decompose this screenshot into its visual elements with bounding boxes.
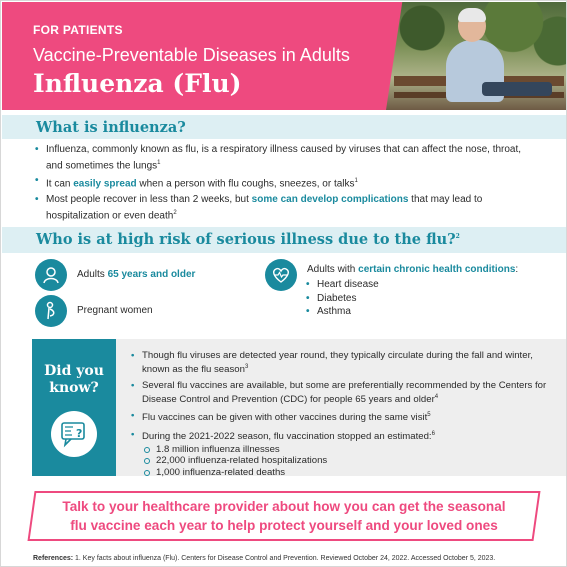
list-item: • Flu vaccines can be given with other vaccines during the same visit$^5$ (131, 410, 551, 424)
section-heading-bar (2, 227, 567, 253)
did-you-know-box (32, 339, 116, 476)
list-item: • During the 2021-2022 season, flu vaccination stopped an estimated:$^6$ 1.8 million influenza illnesses 22,000 influenza-related hospitalizations 1,000 influenza-related deaths (131, 429, 551, 478)
list-item: • Though flu viruses are detected year round, they typically circulate during the fall and winter, known as the flu season$^3$ (131, 350, 551, 375)
page-title: Influenza (Flu) (33, 69, 242, 98)
list-item: 22,000 influenza-related hospitalizations (142, 455, 551, 467)
what-is-list (35, 144, 535, 225)
section-heading-bar (2, 115, 567, 139)
list-item: • Heart disease (306, 278, 379, 292)
older-adult-icon (35, 259, 67, 291)
pregnant-women-label: Pregnant women (77, 305, 153, 316)
high-risk-heading: Who is at high risk of serious illness due to the flu?$^2$ (36, 231, 460, 248)
list-item: 1.8 million influenza illnesses (142, 444, 551, 456)
header-subtitle: Vaccine-Preventable Diseases in Adults (33, 45, 350, 65)
heart-pulse-icon (265, 259, 297, 291)
did-you-know-list (131, 350, 551, 483)
call-to-action-text: Talk to your healthcare provider about how you can get the seasonal flu vaccine each year to help protect yourself and your loved ones (62, 499, 506, 533)
list-item: • It can easily spread when a person with flu coughs, sneezes, or talks$^1$ (35, 175, 535, 191)
eyebrow-label: FOR PATIENTS (33, 23, 123, 37)
chronic-conditions-label: Adults with certain chronic health conditions: (307, 264, 519, 275)
list-item: 1,000 influenza-related deaths (142, 467, 551, 479)
pregnant-woman-icon (35, 295, 67, 327)
list-item: • Most people recover in less than 2 weeks, but some can develop complications that may lead to hospitalization or even death$^2$ (35, 194, 535, 222)
list-item: • Influenza, commonly known as flu, is a respiratory illness caused by viruses that can affect the nose, throat, and sometimes the lungs$^1$ (35, 144, 535, 172)
chronic-conditions-list (306, 278, 379, 319)
list-item: • Asthma (306, 305, 379, 319)
svg-text:?: ? (76, 427, 83, 440)
question-chat-icon (51, 411, 97, 457)
what-is-heading: What is influenza? (36, 119, 186, 136)
references: References: 1. Key facts about influenza (Flu). Centers for Disease Control and Prevention. Reviewed October 24, 2022. Accessed October 5, 2023. (33, 555, 496, 562)
vaccination-impact-list (142, 444, 551, 479)
did-you-know-title: Did you know? (44, 363, 104, 396)
list-item: • Diabetes (306, 292, 379, 306)
older-adults-label: Adults 65 years and older (77, 269, 196, 280)
photo-older-man-coughing-on-bench (386, 2, 567, 110)
list-item: • Several flu vaccines are available, but some are preferentially recommended by the Centers for Disease Control and Prevention (CDC) for people 65 years and older$^4$ (131, 380, 551, 405)
